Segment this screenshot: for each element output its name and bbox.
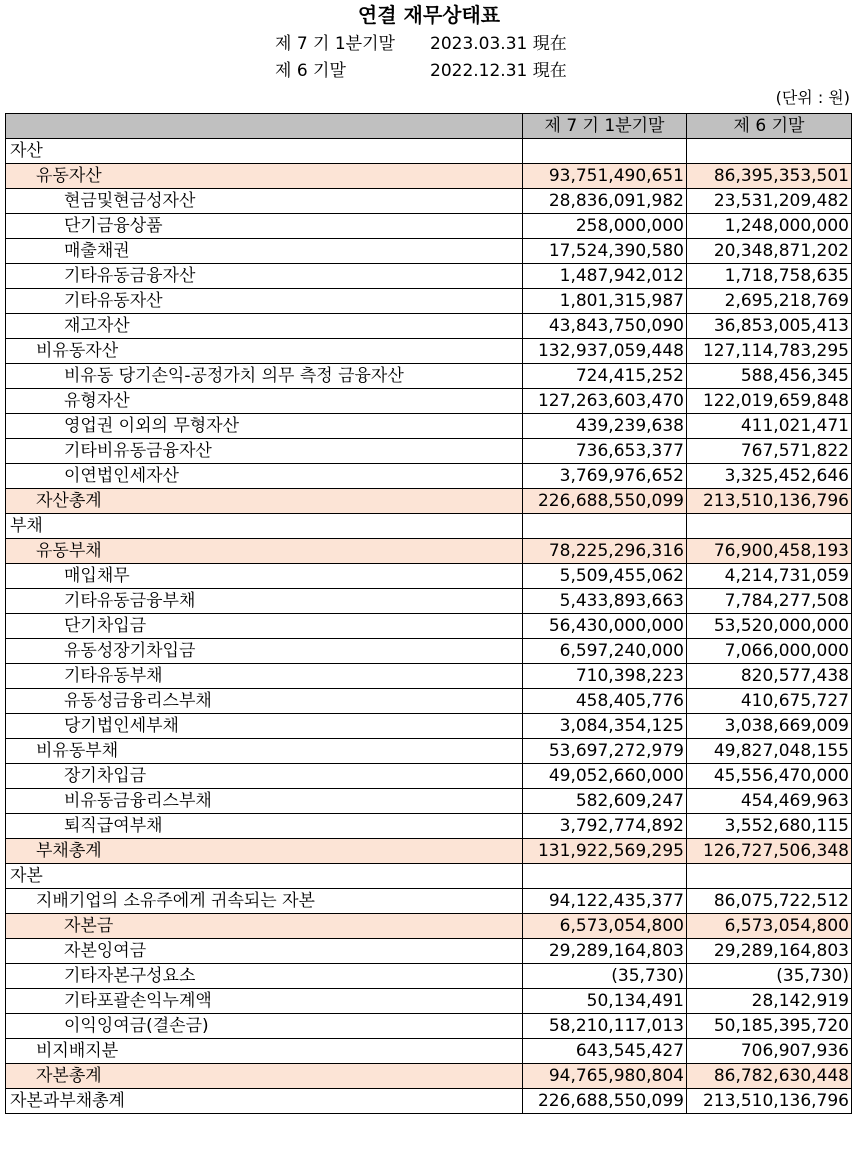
current-period-value: 132,937,059,448 (523, 339, 687, 364)
account-name: 유동부채 (6, 539, 523, 564)
table-row (6, 914, 852, 939)
account-name: 비유동부채 (6, 739, 523, 764)
current-period-value: 736,653,377 (523, 439, 687, 464)
table-row (6, 289, 852, 314)
current-period-value: (35,730) (523, 964, 687, 989)
prior-period-value: 213,510,136,796 (687, 1089, 852, 1114)
table-row (6, 764, 852, 789)
prior-period-value: 213,510,136,796 (687, 489, 852, 514)
current-period-value: 28,836,091,982 (523, 189, 687, 214)
table-header-row (6, 114, 852, 139)
period-prior-label: 제 6 기말 (275, 61, 346, 81)
column-header-account (6, 114, 523, 139)
account-name: 기타자본구성요소 (6, 964, 523, 989)
current-period-value: 29,289,164,803 (523, 939, 687, 964)
current-period-value: 5,509,455,062 (523, 564, 687, 589)
prior-period-value: 49,827,048,155 (687, 739, 852, 764)
account-name: 퇴직급여부채 (6, 814, 523, 839)
prior-period-value: 36,853,005,413 (687, 314, 852, 339)
unit-label: (단위 : 원) (775, 88, 850, 107)
current-period-value: 582,609,247 (523, 789, 687, 814)
prior-period-value: 53,520,000,000 (687, 614, 852, 639)
table-row (6, 464, 852, 489)
table-row (6, 539, 852, 564)
current-period-value: 258,000,000 (523, 214, 687, 239)
table-row (6, 989, 852, 1014)
current-period-value: 724,415,252 (523, 364, 687, 389)
account-name: 자본금 (6, 914, 523, 939)
table-row (6, 164, 852, 189)
prior-period-value: 29,289,164,803 (687, 939, 852, 964)
prior-period-value: 3,038,669,009 (687, 714, 852, 739)
prior-period-value: 7,784,277,508 (687, 589, 852, 614)
current-period-value: 458,405,776 (523, 689, 687, 714)
account-name: 자산총계 (6, 489, 523, 514)
current-period-value (523, 864, 687, 889)
table-row (6, 314, 852, 339)
table-row (6, 689, 852, 714)
table-row (6, 789, 852, 814)
table-row (6, 339, 852, 364)
current-period-value: 439,239,638 (523, 414, 687, 439)
current-period-value: 5,433,893,663 (523, 589, 687, 614)
current-period-value: 93,751,490,651 (523, 164, 687, 189)
account-name: 현금및현금성자산 (6, 189, 523, 214)
account-name: 부채총계 (6, 839, 523, 864)
current-period-value (523, 139, 687, 164)
table-row (6, 864, 852, 889)
current-period-value: 1,801,315,987 (523, 289, 687, 314)
prior-period-value: 820,577,438 (687, 664, 852, 689)
prior-period-value: 1,718,758,635 (687, 264, 852, 289)
account-name: 기타유동금융부채 (6, 589, 523, 614)
current-period-value: 49,052,660,000 (523, 764, 687, 789)
account-name: 매입채무 (6, 564, 523, 589)
prior-period-value: 86,075,722,512 (687, 889, 852, 914)
account-name: 유동성금융리스부채 (6, 689, 523, 714)
account-name: 유동성장기차입금 (6, 639, 523, 664)
account-name: 비유동금융리스부채 (6, 789, 523, 814)
table-row (6, 714, 852, 739)
current-period-value: 43,843,750,090 (523, 314, 687, 339)
table-row (6, 389, 852, 414)
table-row (6, 414, 852, 439)
prior-period-value (687, 514, 852, 539)
account-name: 단기금융상품 (6, 214, 523, 239)
current-period-value: 50,134,491 (523, 989, 687, 1014)
prior-period-value: 411,021,471 (687, 414, 852, 439)
table-row (6, 739, 852, 764)
prior-period-value: 86,782,630,448 (687, 1064, 852, 1089)
account-name: 단기차입금 (6, 614, 523, 639)
table-row (6, 964, 852, 989)
prior-period-value: 122,019,659,848 (687, 389, 852, 414)
table-row (6, 489, 852, 514)
table-row (6, 364, 852, 389)
prior-period-value: 20,348,871,202 (687, 239, 852, 264)
account-name: 비유동 당기손익-공정가치 의무 측정 금융자산 (6, 364, 523, 389)
table-row (6, 1089, 852, 1114)
column-header-current: 제 7 기 1분기말 (523, 114, 687, 139)
period-current-date: 2023.03.31 現在 (430, 34, 567, 54)
current-period-value: 6,573,054,800 (523, 914, 687, 939)
prior-period-value: 767,571,822 (687, 439, 852, 464)
prior-period-value: 126,727,506,348 (687, 839, 852, 864)
current-period-value (523, 514, 687, 539)
period-current (275, 33, 567, 55)
current-period-value: 710,398,223 (523, 664, 687, 689)
account-name: 자본 (6, 864, 523, 889)
prior-period-value: 410,675,727 (687, 689, 852, 714)
table-row (6, 839, 852, 864)
current-period-value: 94,122,435,377 (523, 889, 687, 914)
table-row (6, 614, 852, 639)
account-name: 기타포괄손익누계액 (6, 989, 523, 1014)
account-name: 이익잉여금(결손금) (6, 1014, 523, 1039)
account-name: 유동자산 (6, 164, 523, 189)
prior-period-value: (35,730) (687, 964, 852, 989)
account-name: 기타유동부채 (6, 664, 523, 689)
period-prior-date: 2022.12.31 現在 (430, 61, 567, 81)
table-row (6, 139, 852, 164)
prior-period-value: 28,142,919 (687, 989, 852, 1014)
column-header-prior: 제 6 기말 (687, 114, 852, 139)
current-period-value: 643,545,427 (523, 1039, 687, 1064)
balance-sheet-table (5, 113, 852, 1114)
current-period-value: 56,430,000,000 (523, 614, 687, 639)
table-body (6, 139, 852, 1114)
current-period-value: 3,769,976,652 (523, 464, 687, 489)
account-name: 자본총계 (6, 1064, 523, 1089)
table-row (6, 889, 852, 914)
table-row (6, 1014, 852, 1039)
account-name: 기타유동자산 (6, 289, 523, 314)
current-period-value: 127,263,603,470 (523, 389, 687, 414)
prior-period-value: 23,531,209,482 (687, 189, 852, 214)
prior-period-value: 454,469,963 (687, 789, 852, 814)
prior-period-value: 76,900,458,193 (687, 539, 852, 564)
current-period-value: 3,792,774,892 (523, 814, 687, 839)
prior-period-value: 3,325,452,646 (687, 464, 852, 489)
prior-period-value (687, 864, 852, 889)
period-prior (275, 60, 567, 82)
prior-period-value: 3,552,680,115 (687, 814, 852, 839)
table-row (6, 639, 852, 664)
account-name: 자본잉여금 (6, 939, 523, 964)
current-period-value: 94,765,980,804 (523, 1064, 687, 1089)
table-row (6, 239, 852, 264)
current-period-value: 78,225,296,316 (523, 539, 687, 564)
account-name: 기타비유동금융자산 (6, 439, 523, 464)
prior-period-value: 1,248,000,000 (687, 214, 852, 239)
account-name: 자산 (6, 139, 523, 164)
table-row (6, 189, 852, 214)
current-period-value: 226,688,550,099 (523, 1089, 687, 1114)
prior-period-value (687, 139, 852, 164)
prior-period-value: 2,695,218,769 (687, 289, 852, 314)
account-name: 비유동자산 (6, 339, 523, 364)
account-name: 매출채권 (6, 239, 523, 264)
current-period-value: 226,688,550,099 (523, 489, 687, 514)
account-name: 재고자산 (6, 314, 523, 339)
account-name: 영업권 이외의 무형자산 (6, 414, 523, 439)
prior-period-value: 4,214,731,059 (687, 564, 852, 589)
table-row (6, 514, 852, 539)
current-period-value: 1,487,942,012 (523, 264, 687, 289)
current-period-value: 3,084,354,125 (523, 714, 687, 739)
prior-period-value: 127,114,783,295 (687, 339, 852, 364)
prior-period-value: 588,456,345 (687, 364, 852, 389)
current-period-value: 17,524,390,580 (523, 239, 687, 264)
table-row (6, 664, 852, 689)
prior-period-value: 7,066,000,000 (687, 639, 852, 664)
table-row (6, 589, 852, 614)
account-name: 이연법인세자산 (6, 464, 523, 489)
current-period-value: 53,697,272,979 (523, 739, 687, 764)
current-period-value: 6,597,240,000 (523, 639, 687, 664)
page-title: 연결 재무상태표 (357, 3, 501, 27)
period-current-label: 제 7 기 1분기말 (275, 34, 395, 54)
table-row (6, 214, 852, 239)
prior-period-value: 45,556,470,000 (687, 764, 852, 789)
account-name: 당기법인세부채 (6, 714, 523, 739)
prior-period-value: 6,573,054,800 (687, 914, 852, 939)
account-name: 지배기업의 소유주에게 귀속되는 자본 (6, 889, 523, 914)
prior-period-value: 50,185,395,720 (687, 1014, 852, 1039)
account-name: 장기차입금 (6, 764, 523, 789)
table-row (6, 439, 852, 464)
current-period-value: 58,210,117,013 (523, 1014, 687, 1039)
table-row (6, 814, 852, 839)
account-name: 유형자산 (6, 389, 523, 414)
current-period-value: 131,922,569,295 (523, 839, 687, 864)
account-name: 기타유동금융자산 (6, 264, 523, 289)
table-row (6, 264, 852, 289)
prior-period-value: 86,395,353,501 (687, 164, 852, 189)
table-row (6, 1064, 852, 1089)
account-name: 부채 (6, 514, 523, 539)
prior-period-value: 706,907,936 (687, 1039, 852, 1064)
account-name: 비지배지분 (6, 1039, 523, 1064)
table-row (6, 939, 852, 964)
account-name: 자본과부채총계 (6, 1089, 523, 1114)
table-row (6, 1039, 852, 1064)
table-row (6, 564, 852, 589)
